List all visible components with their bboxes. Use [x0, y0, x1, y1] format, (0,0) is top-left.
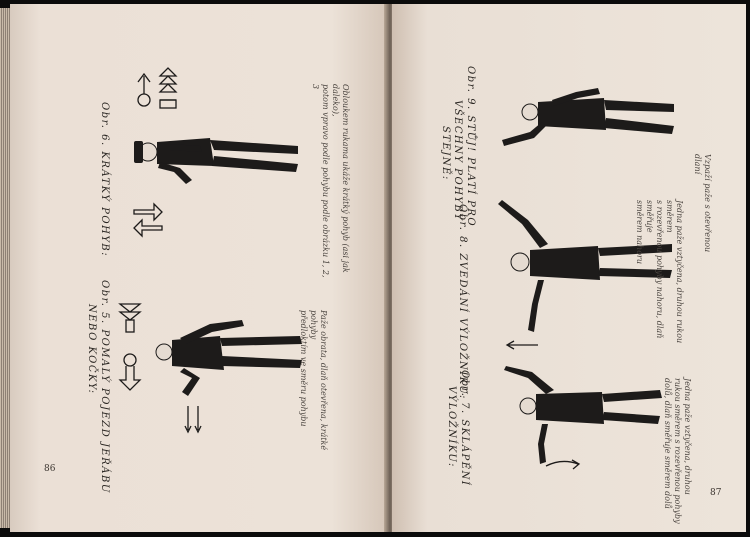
fig9-title-line-2: VŠECHNY POHYBY	[452, 100, 464, 222]
left-page	[10, 4, 388, 532]
fig7-title-line-2: VÝLOŽNÍKU:	[446, 386, 458, 468]
right-page	[392, 4, 746, 532]
fig6-caption	[310, 84, 350, 284]
fig5-title-line-2: NEBO KOČKY:	[86, 304, 98, 395]
fig5-title-line-1: Obr. 5. POMALÝ POJEZD JEŘÁBU	[99, 280, 110, 494]
fig7-motion-arrow-icon	[542, 456, 582, 476]
fig6-side-arrows-icon	[128, 200, 168, 240]
fig9-title	[439, 66, 477, 227]
fig7-worker-figure	[492, 368, 672, 478]
fig7-caption-line-2: rukou směrem s rozevřenou pohyby	[673, 378, 682, 524]
fig9-title-line-1: Obr. 9. STŮJ! PLATÍ PRO	[465, 66, 476, 228]
fig5-title	[85, 280, 110, 494]
fig5-caption	[298, 310, 328, 470]
fig5-worker-figure	[150, 316, 320, 416]
fig9-caption-line-1: Vzpaží paže s otevřenou dlaní	[693, 154, 712, 253]
fig7-caption	[662, 378, 692, 528]
open-book	[10, 4, 746, 532]
left-page-number: 86	[44, 464, 56, 474]
fig7-caption-line-1: Jedna paže vztyčena, druhou	[683, 378, 692, 495]
fig9-worker-figure	[494, 90, 684, 160]
fig8-caption-line-2: s rozevřenou pohyby nahoru, dlaň směřuje	[645, 200, 664, 339]
fig5-arrows-icon	[114, 300, 154, 400]
fig7-title	[445, 370, 470, 486]
fig8-motion-arrow-icon	[502, 338, 542, 352]
fig9-caption	[692, 154, 712, 274]
fig6-worker-figure	[130, 128, 310, 198]
fig7-caption-line-3: dolů, dlaň směřuje směrem dolů	[663, 378, 672, 509]
fig6-caption-line-2: potom vpravo podle pohybu podle obrázku 1, 2, 3	[311, 84, 330, 278]
fig5-motion-arrows-icon	[184, 404, 204, 440]
fig6-up-arrows-icon	[130, 70, 190, 112]
right-page-number: 87	[710, 488, 722, 498]
fig8-title: Obr. 8. ZVEDÁNÍ VÝLOŽNÍKU:	[457, 204, 468, 400]
fig7-title-line-1: Obr. 7. SKLÁPĚNÍ	[459, 370, 470, 487]
fig8-caption	[634, 200, 684, 370]
fig5-caption-line-1: Paže obrata, dlaň otevřena, krátké pohyby	[309, 310, 328, 451]
fig9-title-line-3: STEJNĚ:	[440, 126, 451, 181]
fig8-caption-line-1: Jedna paže vztyčena, druhou rukou směrem	[665, 200, 684, 344]
fig6-caption-line-1: Obloukem rukama ukáže krátký pohyb (asi jak daleko),	[331, 84, 350, 273]
fig6-title: Obr. 6. KRÁTKÝ POHYB:	[99, 102, 110, 258]
fig5-caption-line-2: předloktím ve směru pohybu	[299, 310, 308, 427]
fig8-caption-line-3: směrem nahoru	[635, 200, 644, 264]
